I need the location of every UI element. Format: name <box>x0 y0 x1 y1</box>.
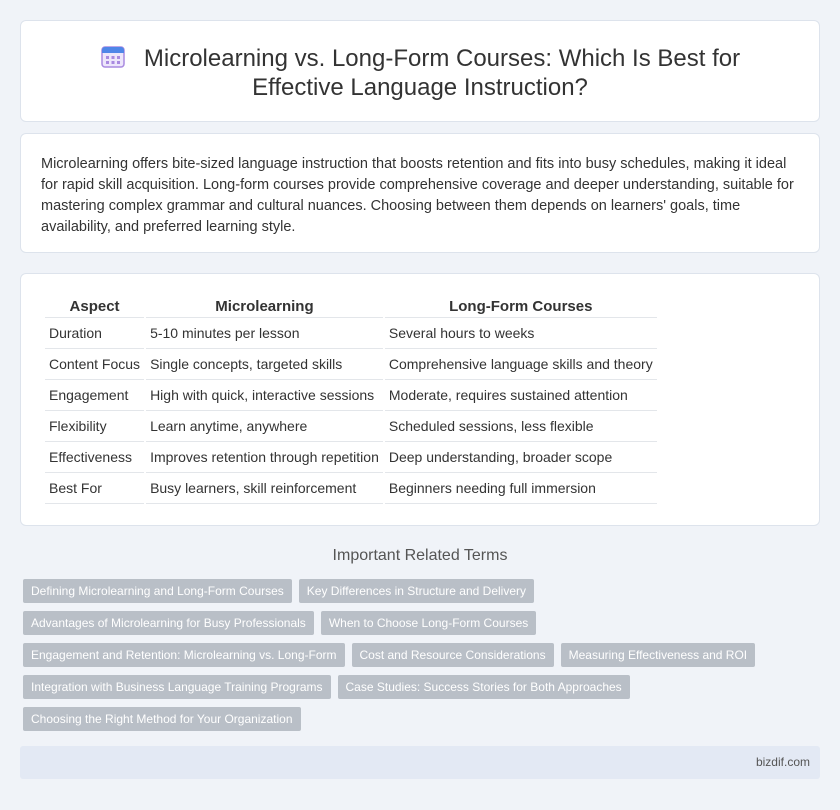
table-cell: Moderate, requires sustained attention <box>385 380 657 411</box>
table-row <box>45 473 657 504</box>
related-term-tag[interactable]: Cost and Resource Considerations <box>352 643 554 667</box>
table-cell: Best For <box>45 473 144 504</box>
related-terms-title: Important Related Terms <box>332 547 508 564</box>
related-term-tag[interactable]: Integration with Business Language Training Programs <box>23 675 331 699</box>
table-row <box>45 380 657 411</box>
table-cell: Comprehensive language skills and theory <box>385 349 657 380</box>
table-row <box>45 349 657 380</box>
comparison-table <box>43 296 659 504</box>
table-header-row <box>45 296 657 318</box>
related-term-tag[interactable]: Key Differences in Structure and Delivery <box>299 579 534 603</box>
footer-site-link[interactable]: bizdif.com <box>755 755 810 769</box>
table-row <box>45 442 657 473</box>
intro-card <box>20 133 820 253</box>
related-term-tag[interactable]: When to Choose Long-Form Courses <box>321 611 536 635</box>
table-cell: Beginners needing full immersion <box>385 473 657 504</box>
related-term-tag[interactable]: Advantages of Microlearning for Busy Professionals <box>23 611 314 635</box>
table-cell: 5-10 minutes per lesson <box>146 318 383 349</box>
column-header-microlearning: Microlearning <box>146 296 383 318</box>
table-cell: Effectiveness <box>45 442 144 473</box>
table-cell: Improves retention through repetition <box>146 442 383 473</box>
footer <box>20 746 820 779</box>
table-row <box>45 411 657 442</box>
related-term-tag[interactable]: Case Studies: Success Stories for Both Approaches <box>338 675 630 699</box>
intro-text: Microlearning offers bite-sized language instruction that boosts retention and fits into busy schedules, making it ideal for rapid skill acquisition. Long-form courses provide comprehensive coverage and deeper understanding, suitable for mastering complex grammar and cultural nuances. Choosing between them depends on learners' goals, time availability, and preferred learning style. <box>41 156 794 235</box>
column-header-aspect: Aspect <box>45 296 144 318</box>
related-term-tag[interactable]: Choosing the Right Method for Your Organization <box>23 707 301 731</box>
calendar-icon <box>100 43 126 69</box>
related-term-tag[interactable]: Engagement and Retention: Microlearning vs. Long-Form <box>23 643 345 667</box>
comparison-card <box>20 273 820 526</box>
table-cell: Scheduled sessions, less flexible <box>385 411 657 442</box>
page-title: Microlearning vs. Long-Form Courses: Which Is Best for Effective Language Instruction? <box>143 45 741 101</box>
table-cell: Engagement <box>45 380 144 411</box>
table-cell: Several hours to weeks <box>385 318 657 349</box>
table-cell: Single concepts, targeted skills <box>146 349 383 380</box>
table-cell: High with quick, interactive sessions <box>146 380 383 411</box>
table-cell: Learn anytime, anywhere <box>146 411 383 442</box>
page-title-wrap <box>21 43 819 102</box>
related-term-tag[interactable]: Measuring Effectiveness and ROI <box>561 643 756 667</box>
table-cell: Duration <box>45 318 144 349</box>
table-cell: Flexibility <box>45 411 144 442</box>
table-row <box>45 318 657 349</box>
related-term-tag[interactable]: Defining Microlearning and Long-Form Courses <box>23 579 292 603</box>
table-cell: Busy learners, skill reinforcement <box>146 473 383 504</box>
title-card <box>20 20 820 122</box>
column-header-long-form: Long-Form Courses <box>385 296 657 318</box>
table-cell: Content Focus <box>45 349 144 380</box>
related-terms-list <box>23 579 783 731</box>
table-cell: Deep understanding, broader scope <box>385 442 657 473</box>
